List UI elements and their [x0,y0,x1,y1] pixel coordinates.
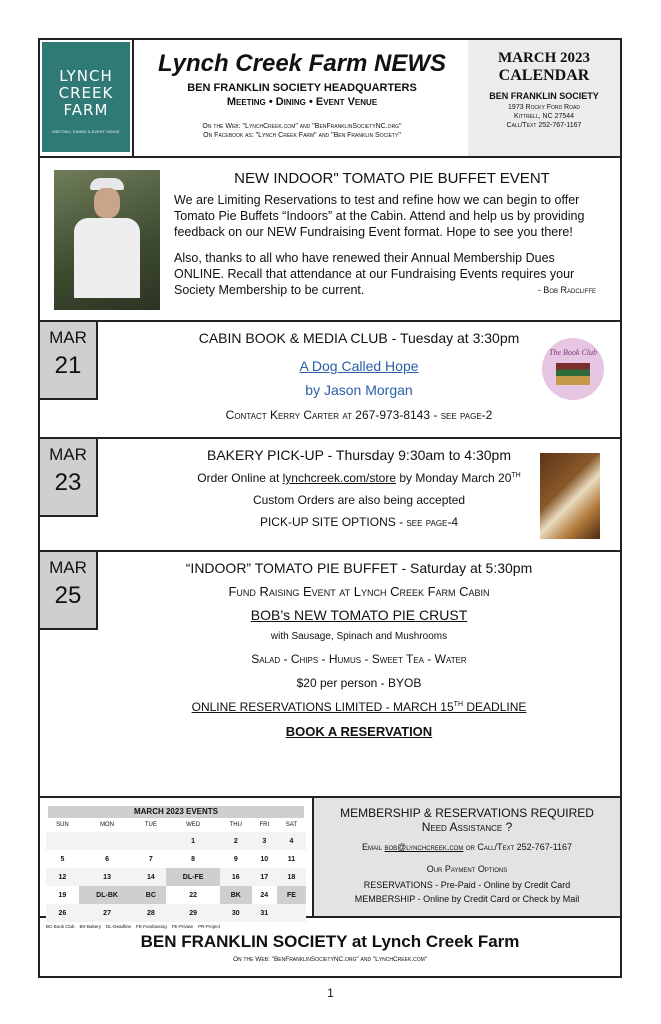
calendar-cell: 24 [260,891,269,899]
event-title: CABIN BOOK & MEDIA CLUB - Tuesday at 3:30pm [198,330,520,346]
calendar-day-header: WED [186,822,201,828]
intro-paragraph-1: We are Limiting Reservations to test and refine how we can begin to offer Tomato Pie Buffets “Indoors” at the Cabin. Attend and help us by providing feedback on our NEW Fundraising Event format. Hope to see you there! [174,193,585,239]
calendar-cell: 10 [260,855,269,863]
address-line: 1973 Rocky Ford Road [508,104,580,111]
date-day: 21 [54,352,82,379]
calendar-cell: 27 [103,909,111,917]
event-title: BAKERY PICK-UP - Thursday 9:30am to 4:30pm [206,447,511,463]
calendar-day-header: SAT [285,822,298,828]
calendar-cell: 16 [231,873,240,881]
intro-paragraph-2: Also, thanks to all who have renewed their Annual Membership Dues ONLINE. Recall that attendance at our Fundraising Events requires your Society Membership to be current. [174,251,575,297]
calendar-cell: 29 [189,909,197,917]
date-badge [40,439,98,517]
event-book-club [40,322,620,439]
calendar-week [46,886,306,904]
calendar-cell: 2 [233,837,238,845]
footer-web[interactable]: On the Web: "BenFranklinSocietyNC.org" and "LynchCreek.com" [232,956,428,963]
logo-tagline: MEETING, DINING & EVENT VENUE [52,129,120,134]
calendar-cell: DL-BK [79,886,135,904]
calendar-cell: 6 [105,855,110,863]
newsletter-page [38,38,622,978]
order-text: by Monday March 20 [396,471,512,485]
menu-line: Salad - Chips - Humus - Sweet Tea - Water [251,652,467,666]
calendar-month: MARCH 2023 [497,50,591,66]
calendar-cell: 31 [260,909,269,917]
pickup-line: PICK-UP SITE OPTIONS - see page-4 [259,515,459,529]
date-day: 23 [54,469,82,496]
calendar-cell: BK [220,886,252,904]
calendar-cell: 13 [103,873,111,881]
calendar-cell: BC [135,886,166,904]
calendar-cell: 28 [146,909,155,917]
intro-heading: NEW INDOOR" TOMATO PIE BUFFET EVENT [234,170,550,187]
calendar-cell: 1 [191,837,196,845]
calendar-cell: 12 [58,873,67,881]
footer [40,918,620,976]
calendar-cell: 19 [58,891,67,899]
book-club-badge [542,338,604,400]
event-tomato-pie [40,552,620,798]
calendar-membership-row [40,798,620,929]
legend-item: BC-Book Club [46,924,75,929]
deadline-text: DEADLINE [463,700,527,714]
order-text: Order Online at [197,471,283,485]
email-link[interactable]: bob@lynchcreek.com [384,842,464,852]
book-title-link[interactable]: A Dog Called Hope [299,358,419,374]
event-bakery [40,439,620,552]
date-month: MAR [49,445,87,464]
header-title-block [132,40,472,156]
society-name: BEN FRANKLIN SOCIETY [489,91,599,101]
calendar-cell: 18 [287,873,296,881]
toppings-line: with Sausage, Spinach and Mushrooms [270,631,448,642]
event-title: “INDOOR” TOMATO PIE BUFFET - Saturday at 5:30pm [185,560,533,576]
calendar-cell [46,832,79,850]
calendar-week [46,832,306,850]
store-link[interactable]: lynchcreek.com/store [282,471,396,485]
legend-item: DL-Deadline [106,924,132,929]
calendar-week [46,850,306,868]
fund-raising-line: Fund Raising Event at Lynch Creek Farm Cabin [228,584,490,599]
phone-line: Call/Text 252-767-1167 [506,122,582,129]
calendar-day-header: MON [100,822,115,828]
events-calendar [40,798,314,929]
web-line[interactable]: On the Web: "LynchCreek.com" and "BenFranklinSocietyNC.org" [202,123,402,130]
calendar-cell: 26 [58,909,67,917]
header [40,40,620,158]
date-badge [40,552,98,630]
calendar-grid [46,818,306,922]
facebook-line[interactable]: On Facebook as: "Lynch Creek Farm" and "Ben Franklin Society" [203,132,401,139]
calendar-header [468,40,620,156]
newsletter-tagline: Meeting • Dining • Event Venue [226,96,378,108]
calendar-cell: 30 [231,909,240,917]
superscript: TH [511,472,521,479]
calendar-cell: DL-FE [166,868,219,886]
deadline-line [98,700,620,714]
calendar-cell: 17 [260,873,269,881]
date-month: MAR [49,558,87,577]
payment-option: MEMBERSHIP - Online by Credit Card or Check by Mail [354,894,580,904]
calendar-cell: 5 [60,855,65,863]
price-line: $20 per person - BYOB [296,676,422,690]
newsletter-subtitle: BEN FRANKLIN SOCIETY HEADQUARTERS [187,82,417,94]
calendar-label: CALENDAR [498,67,590,84]
calendar-day-header: FRI [259,822,270,828]
newsletter-title: Lynch Creek Farm NEWS [157,50,447,77]
logo-line: FARM [63,101,109,119]
membership-heading: MEMBERSHIP & RESERVATIONS REQUIRED [340,806,594,820]
contact-text: Email [361,842,385,852]
calendar-cell [79,832,135,850]
new-crust-line: BOB’s NEW TOMATO PIE CRUST [250,607,468,623]
calendar-cell: 14 [146,873,155,881]
page-number: 1 [327,986,334,1000]
calendar-cell: 4 [289,837,294,845]
logo-line: LYNCH [59,67,113,85]
address-line: Kittrell, NC 27544 [513,113,575,120]
payment-option: RESERVATIONS - Pre-Paid - Online by Credit Card [363,880,571,890]
logo-line: CREEK [58,84,114,102]
contact-line [314,842,620,852]
assistance-line: Need Assistance ? [421,820,513,834]
calendar-cell: 9 [233,855,238,863]
calendar-cell: FE [277,886,306,904]
intro-section [40,158,620,322]
calendar-cell: 3 [262,837,267,845]
calendar-cell [135,832,166,850]
superscript: TH [453,701,464,708]
event-contact: Contact Kerry Carter at 267-973-8143 - see page-2 [225,408,493,422]
contact-text: or Call/Text 252-767-1167 [463,842,573,852]
calendar-cell: 11 [287,855,296,863]
lynch-creek-logo [42,42,130,152]
date-month: MAR [49,328,87,347]
payment-title: Our Payment Options [426,864,508,874]
bob-radcliffe-photo [54,170,160,310]
deadline-text: ONLINE RESERVATIONS LIMITED - MARCH 15 [191,700,454,714]
calendar-title: MARCH 2023 EVENTS [48,806,304,818]
date-badge [40,322,98,400]
calendar-cell: 7 [148,855,153,863]
calendar-day-header: THU [229,822,242,828]
book-author: by Jason Morgan [305,382,413,398]
bread-photo [540,453,600,539]
calendar-cell: 8 [191,855,196,863]
custom-orders-line: Custom Orders are also being accepted [252,493,466,507]
calendar-week [46,868,306,886]
legend-item: FE-Private [171,924,194,929]
footer-title: BEN FRANKLIN SOCIETY at Lynch Creek Farm [140,932,520,951]
legend-item: PR-Project [198,924,220,929]
badge-label: The Book Club [549,348,597,357]
books-icon [556,363,590,385]
calendar-day-header: SUN [56,822,69,828]
membership-box [314,798,620,916]
intro-signature: - Bob Radcliffe [537,285,596,295]
legend-item: FE-Fundraising [136,924,167,929]
calendar-cell: 22 [189,891,197,899]
legend-item: BK-Bakery [79,924,102,929]
calendar-day-header: TUE [144,822,157,828]
book-reservation-link[interactable]: BOOK A RESERVATION [285,724,433,739]
date-day: 25 [54,582,82,609]
